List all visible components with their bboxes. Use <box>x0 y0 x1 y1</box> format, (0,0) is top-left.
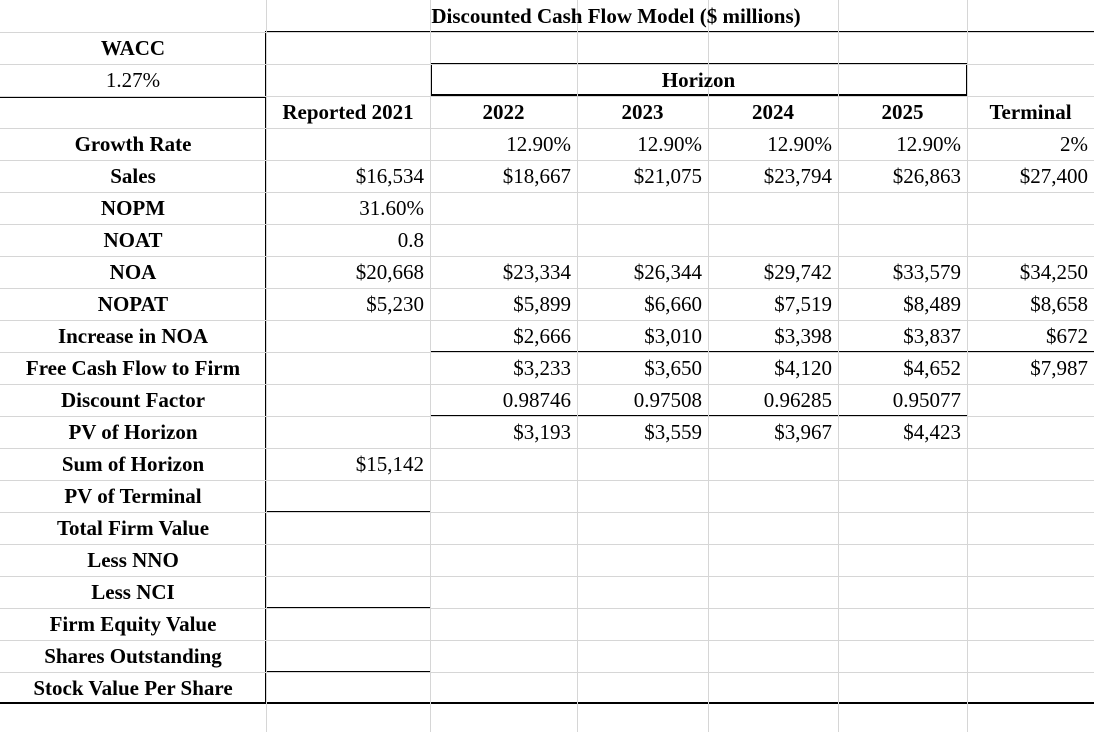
row-label-noat[interactable]: NOAT <box>103 228 163 252</box>
row-label-nopm[interactable]: NOPM <box>100 196 166 220</box>
cell-pv-of-terminal-terminal[interactable] <box>967 480 1094 512</box>
cell-growth-rate-2025[interactable]: 12.90% <box>896 132 961 156</box>
cell-pv-of-horizon-2023[interactable]: $3,559 <box>644 420 702 444</box>
cell-free-cash-flow-to-firm-terminal[interactable]: $7,987 <box>1030 356 1088 380</box>
cell-less-nno-2024[interactable] <box>708 544 838 576</box>
col-header-2022[interactable]: 2022 <box>482 100 525 124</box>
cell-firm-equity-value-2024[interactable] <box>708 608 838 640</box>
cell-pv-of-terminal-reported-2021[interactable] <box>266 480 430 512</box>
col-header-2024[interactable]: 2024 <box>752 100 794 124</box>
cell-noa-2025[interactable]: $33,579 <box>892 260 961 284</box>
row-label-discount-factor[interactable]: Discount Factor <box>60 388 206 412</box>
cell-growth-rate-reported-2021[interactable] <box>266 128 430 160</box>
cell-increase-in-noa-reported-2021[interactable] <box>266 320 430 352</box>
row-label-nopat[interactable]: NOPAT <box>97 292 169 316</box>
row-label-pv-of-horizon[interactable]: PV of Horizon <box>68 420 198 444</box>
cell-increase-in-noa-2022[interactable]: $2,666 <box>513 324 571 348</box>
cell-less-nno-2022[interactable] <box>430 544 577 576</box>
cell-pv-of-terminal-2023[interactable] <box>577 480 708 512</box>
cell-noat-2023[interactable] <box>577 224 708 256</box>
cell-less-nci-2025[interactable] <box>838 576 967 608</box>
cell-stock-value-per-share-terminal[interactable] <box>967 672 1094 704</box>
cell-growth-rate-terminal[interactable]: 2% <box>1060 132 1088 156</box>
cell-discount-factor-2022[interactable]: 0.98746 <box>502 388 571 412</box>
cell-discount-factor-2023[interactable]: 0.97508 <box>633 388 702 412</box>
cell-pv-of-horizon-2025[interactable]: $4,423 <box>903 420 961 444</box>
cell-sales-2025[interactable]: $26,863 <box>892 164 961 188</box>
cell-stock-value-per-share-2025[interactable] <box>838 672 967 704</box>
cell-increase-in-noa-2023[interactable]: $3,010 <box>644 324 702 348</box>
cell-total-firm-value-2023[interactable] <box>577 512 708 544</box>
row-label-free-cash-flow-to-firm[interactable]: Free Cash Flow to Firm <box>25 356 241 380</box>
cell-pv-of-horizon-terminal[interactable] <box>967 416 1094 448</box>
cell-nopat-2022[interactable]: $5,899 <box>513 292 571 316</box>
cell-increase-in-noa-terminal[interactable]: $672 <box>1046 324 1088 348</box>
cell-shares-outstanding-2024[interactable] <box>708 640 838 672</box>
cell-discount-factor-2025[interactable]: 0.95077 <box>892 388 961 412</box>
cell-total-firm-value-2022[interactable] <box>430 512 577 544</box>
cell-nopat-2023[interactable]: $6,660 <box>644 292 702 316</box>
cell-discount-factor-reported-2021[interactable] <box>266 384 430 416</box>
cell-sales-2022[interactable]: $18,667 <box>502 164 571 188</box>
cell-less-nci-2022[interactable] <box>430 576 577 608</box>
cell-noa-2024[interactable]: $29,742 <box>763 260 832 284</box>
cell-stock-value-per-share-reported-2021[interactable] <box>266 672 430 704</box>
cell-nopat-2024[interactable]: $7,519 <box>774 292 832 316</box>
cell-noa-terminal[interactable]: $34,250 <box>1019 260 1088 284</box>
row-label-increase-in-noa[interactable]: Increase in NOA <box>57 324 209 348</box>
cell-sales-2024[interactable]: $23,794 <box>763 164 832 188</box>
cell-shares-outstanding-2025[interactable] <box>838 640 967 672</box>
cell-shares-outstanding-2023[interactable] <box>577 640 708 672</box>
horizon-label[interactable]: Horizon <box>661 68 736 92</box>
cell-less-nci-2023[interactable] <box>577 576 708 608</box>
row-label-total-firm-value[interactable]: Total Firm Value <box>56 516 210 540</box>
cell-discount-factor-terminal[interactable] <box>967 384 1094 416</box>
cell-pv-of-horizon-2022[interactable]: $3,193 <box>513 420 571 444</box>
row-label-firm-equity-value[interactable]: Firm Equity Value <box>49 612 217 636</box>
cell-shares-outstanding-reported-2021[interactable] <box>266 640 430 672</box>
cell-firm-equity-value-terminal[interactable] <box>967 608 1094 640</box>
cell-sum-of-horizon-2022[interactable] <box>430 448 577 480</box>
cell-growth-rate-2022[interactable]: 12.90% <box>506 132 571 156</box>
cell-noat-2024[interactable] <box>708 224 838 256</box>
cell-free-cash-flow-to-firm-2025[interactable]: $4,652 <box>903 356 961 380</box>
cell-stock-value-per-share-2024[interactable] <box>708 672 838 704</box>
row-label-noa[interactable]: NOA <box>109 260 157 284</box>
cell-nopat-reported-2021[interactable]: $5,230 <box>366 292 424 316</box>
cell-noa-2023[interactable]: $26,344 <box>633 260 702 284</box>
cell-free-cash-flow-to-firm-reported-2021[interactable] <box>266 352 430 384</box>
wacc-value[interactable]: 1.27% <box>105 68 161 92</box>
cell-firm-equity-value-2025[interactable] <box>838 608 967 640</box>
cell-stock-value-per-share-2023[interactable] <box>577 672 708 704</box>
col-header-terminal[interactable]: Terminal <box>989 100 1072 124</box>
cell-growth-rate-2023[interactable]: 12.90% <box>637 132 702 156</box>
cell-nopm-2023[interactable] <box>577 192 708 224</box>
cell-sales-terminal[interactable]: $27,400 <box>1019 164 1088 188</box>
cell-shares-outstanding-terminal[interactable] <box>967 640 1094 672</box>
row-label-growth-rate[interactable]: Growth Rate <box>74 132 192 156</box>
row-label-stock-value-per-share[interactable]: Stock Value Per Share <box>33 676 233 700</box>
row-label-pv-of-terminal[interactable]: PV of Terminal <box>64 484 202 508</box>
cell-pv-of-terminal-2025[interactable] <box>838 480 967 512</box>
cell-total-firm-value-terminal[interactable] <box>967 512 1094 544</box>
cell-total-firm-value-reported-2021[interactable] <box>266 512 430 544</box>
cell-free-cash-flow-to-firm-2024[interactable]: $4,120 <box>774 356 832 380</box>
cell-less-nno-2025[interactable] <box>838 544 967 576</box>
cell-pv-of-terminal-2022[interactable] <box>430 480 577 512</box>
cell-less-nno-2023[interactable] <box>577 544 708 576</box>
cell-sum-of-horizon-2025[interactable] <box>838 448 967 480</box>
cell-firm-equity-value-2022[interactable] <box>430 608 577 640</box>
cell-less-nci-2024[interactable] <box>708 576 838 608</box>
cell-nopm-2024[interactable] <box>708 192 838 224</box>
cell-sum-of-horizon-2024[interactable] <box>708 448 838 480</box>
cell-shares-outstanding-2022[interactable] <box>430 640 577 672</box>
col-header-2023[interactable]: 2023 <box>621 100 664 124</box>
cell-stock-value-per-share-2022[interactable] <box>430 672 577 704</box>
cell-less-nno-terminal[interactable] <box>967 544 1094 576</box>
cell-sales-2023[interactable]: $21,075 <box>633 164 702 188</box>
cell-free-cash-flow-to-firm-2022[interactable]: $3,233 <box>513 356 571 380</box>
cell-firm-equity-value-reported-2021[interactable] <box>266 608 430 640</box>
row-label-less-nno[interactable]: Less NNO <box>87 548 179 572</box>
cell-nopat-2025[interactable]: $8,489 <box>903 292 961 316</box>
cell-total-firm-value-2025[interactable] <box>838 512 967 544</box>
cell-pv-of-horizon-reported-2021[interactable] <box>266 416 430 448</box>
cell-nopat-terminal[interactable]: $8,658 <box>1030 292 1088 316</box>
cell-pv-of-horizon-2024[interactable]: $3,967 <box>774 420 832 444</box>
cell-increase-in-noa-2025[interactable]: $3,837 <box>903 324 961 348</box>
cell-discount-factor-2024[interactable]: 0.96285 <box>763 388 832 412</box>
sheet-title: Discounted Cash Flow Model ($ millions) <box>431 4 801 28</box>
cell-free-cash-flow-to-firm-2023[interactable]: $3,650 <box>644 356 702 380</box>
row-label-less-nci[interactable]: Less NCI <box>91 580 175 604</box>
cell-nopm-reported-2021[interactable]: 31.60% <box>359 196 424 220</box>
cell-nopm-terminal[interactable] <box>967 192 1094 224</box>
cell-nopm-2025[interactable] <box>838 192 967 224</box>
row-label-shares-outstanding[interactable]: Shares Outstanding <box>44 644 222 668</box>
cell-noa-reported-2021[interactable]: $20,668 <box>355 260 424 284</box>
cell-noat-reported-2021[interactable]: 0.8 <box>397 228 424 252</box>
cell-growth-rate-2024[interactable]: 12.90% <box>767 132 832 156</box>
col-header-reported-2021[interactable]: Reported 2021 <box>282 100 414 124</box>
cell-noat-terminal[interactable] <box>967 224 1094 256</box>
cell-sum-of-horizon-2023[interactable] <box>577 448 708 480</box>
row-label-sales[interactable]: Sales <box>110 164 156 188</box>
col-header-2025[interactable]: 2025 <box>881 100 924 124</box>
cell-total-firm-value-2024[interactable] <box>708 512 838 544</box>
cell-increase-in-noa-2024[interactable]: $3,398 <box>774 324 832 348</box>
cell-less-nci-terminal[interactable] <box>967 576 1094 608</box>
cell-less-nno-reported-2021[interactable] <box>266 544 430 576</box>
cell-noat-2022[interactable] <box>430 224 577 256</box>
cell-less-nci-reported-2021[interactable] <box>266 576 430 608</box>
cell-pv-of-terminal-2024[interactable] <box>708 480 838 512</box>
cell-nopm-2022[interactable] <box>430 192 577 224</box>
cell-sum-of-horizon-reported-2021[interactable]: $15,142 <box>355 452 424 476</box>
cell-noat-2025[interactable] <box>838 224 967 256</box>
cell-sum-of-horizon-terminal[interactable] <box>967 448 1094 480</box>
wacc-label[interactable]: WACC <box>100 36 166 60</box>
row-label-sum-of-horizon[interactable]: Sum of Horizon <box>61 452 205 476</box>
cell-noa-2022[interactable]: $23,334 <box>502 260 571 284</box>
cell-firm-equity-value-2023[interactable] <box>577 608 708 640</box>
cell-sales-reported-2021[interactable]: $16,534 <box>355 164 424 188</box>
